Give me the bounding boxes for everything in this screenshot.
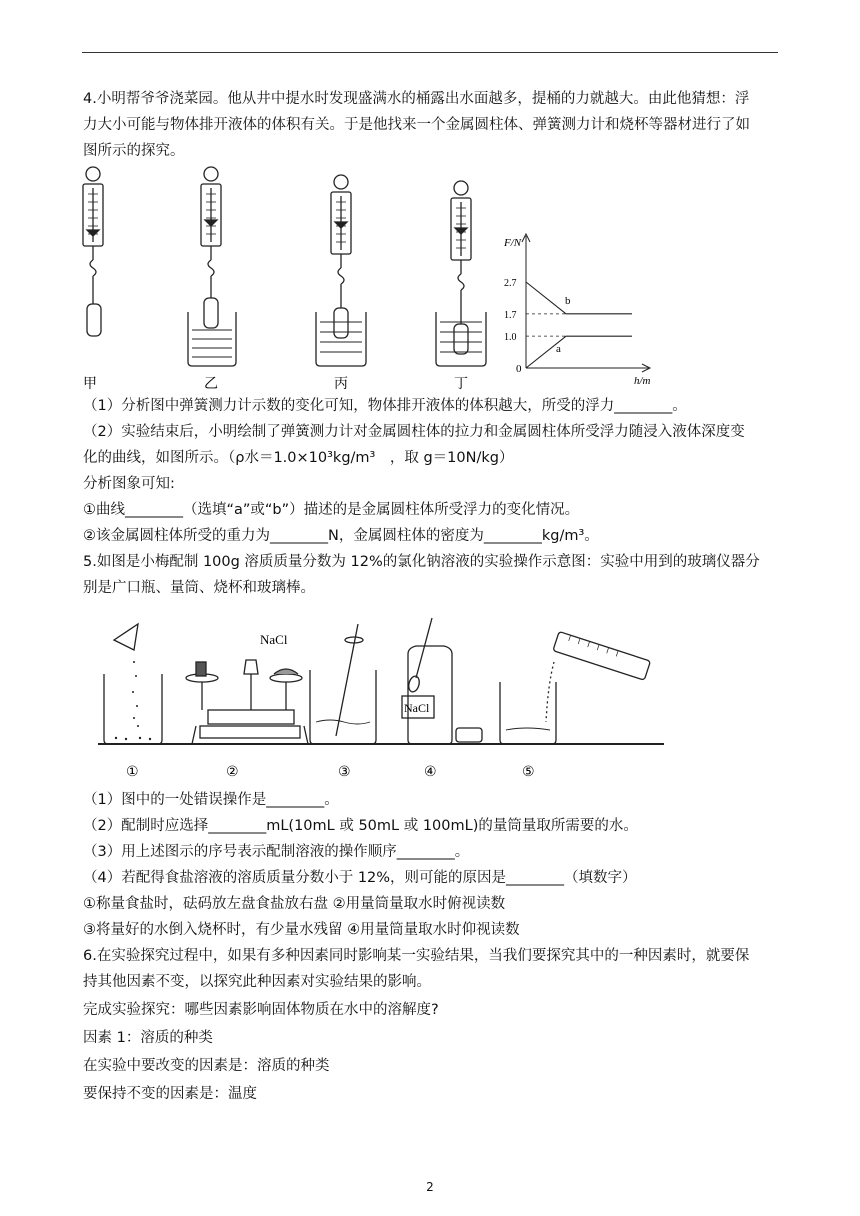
- step-label-1: ①: [126, 764, 139, 780]
- q4-item-2b: 化的曲线，如图所示。（ρ水＝1.0×10³kg/m³ ，取 g＝10N/kg）: [83, 450, 514, 466]
- q4-item-2a: （2）实验结束后，小明绘制了弹簧测力计对金属圆柱体的拉力和金属圆柱体所受浮力随浸入液体深度变: [83, 424, 745, 440]
- curve-label-b: b: [565, 295, 571, 307]
- figure-label-yi: 乙: [204, 376, 218, 392]
- graph-y-label: F/N: [504, 237, 522, 249]
- q4-subitem-1: ①曲线________（选填“a”或“b”）描述的是金属圆柱体所受浮力的变化情况。: [83, 502, 580, 518]
- q4-intro-line-2: 力大小可能与物体排开液体的体积有关。于是他找来一个金属圆柱体、弹簧测力计和烧杯等器材进行了如: [83, 117, 750, 133]
- step-2-balance: [186, 660, 308, 744]
- step-label-2: ②: [226, 764, 239, 780]
- q4-analysis-label: 分析图象可知:: [83, 476, 175, 492]
- graph-y-tick-label: 2.7: [504, 278, 517, 289]
- force-depth-graph: [500, 228, 660, 386]
- curve-label-a: a: [556, 343, 561, 355]
- q5-item-3: （3）用上述图示的序号表示配制溶液的操作顺序________。: [83, 844, 470, 860]
- page-number: 2: [426, 1180, 434, 1194]
- q5-item-1: （1）图中的一处错误操作是________。: [83, 792, 339, 808]
- q6-line-2: 持其他因素不变，以探究此种因素对实验结果的影响。: [83, 974, 431, 990]
- q6-line-4: 因素 1：溶质的种类: [83, 1030, 213, 1046]
- q4-subitem-2: ②该金属圆柱体所受的重力为________N，金属圆柱体的密度为________kg/m³。: [83, 528, 599, 544]
- q6-line-6: 要保持不变的因素是：温度: [83, 1086, 257, 1102]
- step-label-4: ④: [424, 764, 437, 780]
- graph-origin-label: 0: [516, 363, 522, 375]
- step-1-beaker: [104, 624, 162, 744]
- graph-y-tick-label: 1.7: [504, 309, 517, 321]
- q5-item-2: （2）配制时应选择________mL(10mL 或 50mL 或 100mL)的量筒量取所需要的水。: [83, 818, 638, 834]
- graph-x-label: h/m: [634, 375, 651, 386]
- figure-label-ding: 丁: [454, 376, 468, 392]
- step-label-5: ⑤: [522, 764, 535, 780]
- header-rule: [82, 52, 778, 53]
- bottle-nacl-label: NaCl: [404, 701, 430, 715]
- balance-nacl-label: NaCl: [260, 632, 288, 647]
- curve-a: [526, 336, 632, 368]
- step-5-pouring-water: [500, 632, 650, 744]
- scale-jia: [83, 167, 103, 336]
- q5-item-4: （4）若配得食盐溶液的溶质质量分数小于 12%，则可能的原因是________（填数字）: [83, 870, 637, 886]
- q4-intro-line-3: 图所示的探究。: [83, 143, 185, 159]
- q6-line-3: 完成实验探究：哪些因素影响固体物质在水中的溶解度?: [83, 1002, 439, 1018]
- step-4-reagent-bottle: [402, 618, 482, 744]
- curve-b: [526, 282, 632, 314]
- q5-options-1-2: ①称量食盐时，砝码放左盘食盐放右盘 ②用量筒量取水时俯视读数: [83, 896, 506, 912]
- figure-label-jia: 甲: [83, 376, 97, 392]
- scale-bing: [316, 175, 366, 366]
- q6-line-1: 6.在实验探究过程中，如果有多种因素同时影响某一实验结果，当我们要探究其中的一种因素时，就要保: [83, 948, 750, 964]
- q4-item-1: （1）分析图中弹簧测力计示数的变化可知，物体排开液体的体积越大，所受的浮力________。: [83, 398, 687, 414]
- q4-spring-scale-figure: [80, 164, 510, 392]
- step-3-stirring: [310, 624, 376, 744]
- q5-intro-line-2: 别是广口瓶、量筒、烧杯和玻璃棒。: [83, 580, 315, 596]
- q4-intro-line-1: 4.小明帮爷爷浇菜园。他从井中提水时发现盛满水的桶露出水面越多，提桶的力就越大。由此他猜想：浮: [83, 91, 750, 107]
- q5-solution-prep-figure: [96, 614, 666, 784]
- q6-line-5: 在实验中要改变的因素是：溶质的种类: [83, 1058, 330, 1074]
- scale-ding: [436, 181, 486, 366]
- scale-yi: [188, 167, 236, 366]
- q5-intro-line-1: 5.如图是小梅配制 100g 溶质质量分数为 12%的氯化钠溶液的实验操作示意图：实验中用到的玻璃仪器分: [83, 554, 760, 570]
- q5-options-3-4: ③将量好的水倒入烧杯时，有少量水残留 ④用量筒量取水时仰视读数: [83, 922, 520, 938]
- graph-y-tick-label: 1.0: [504, 332, 517, 344]
- step-label-3: ③: [338, 764, 351, 780]
- figure-label-bing: 丙: [334, 376, 348, 392]
